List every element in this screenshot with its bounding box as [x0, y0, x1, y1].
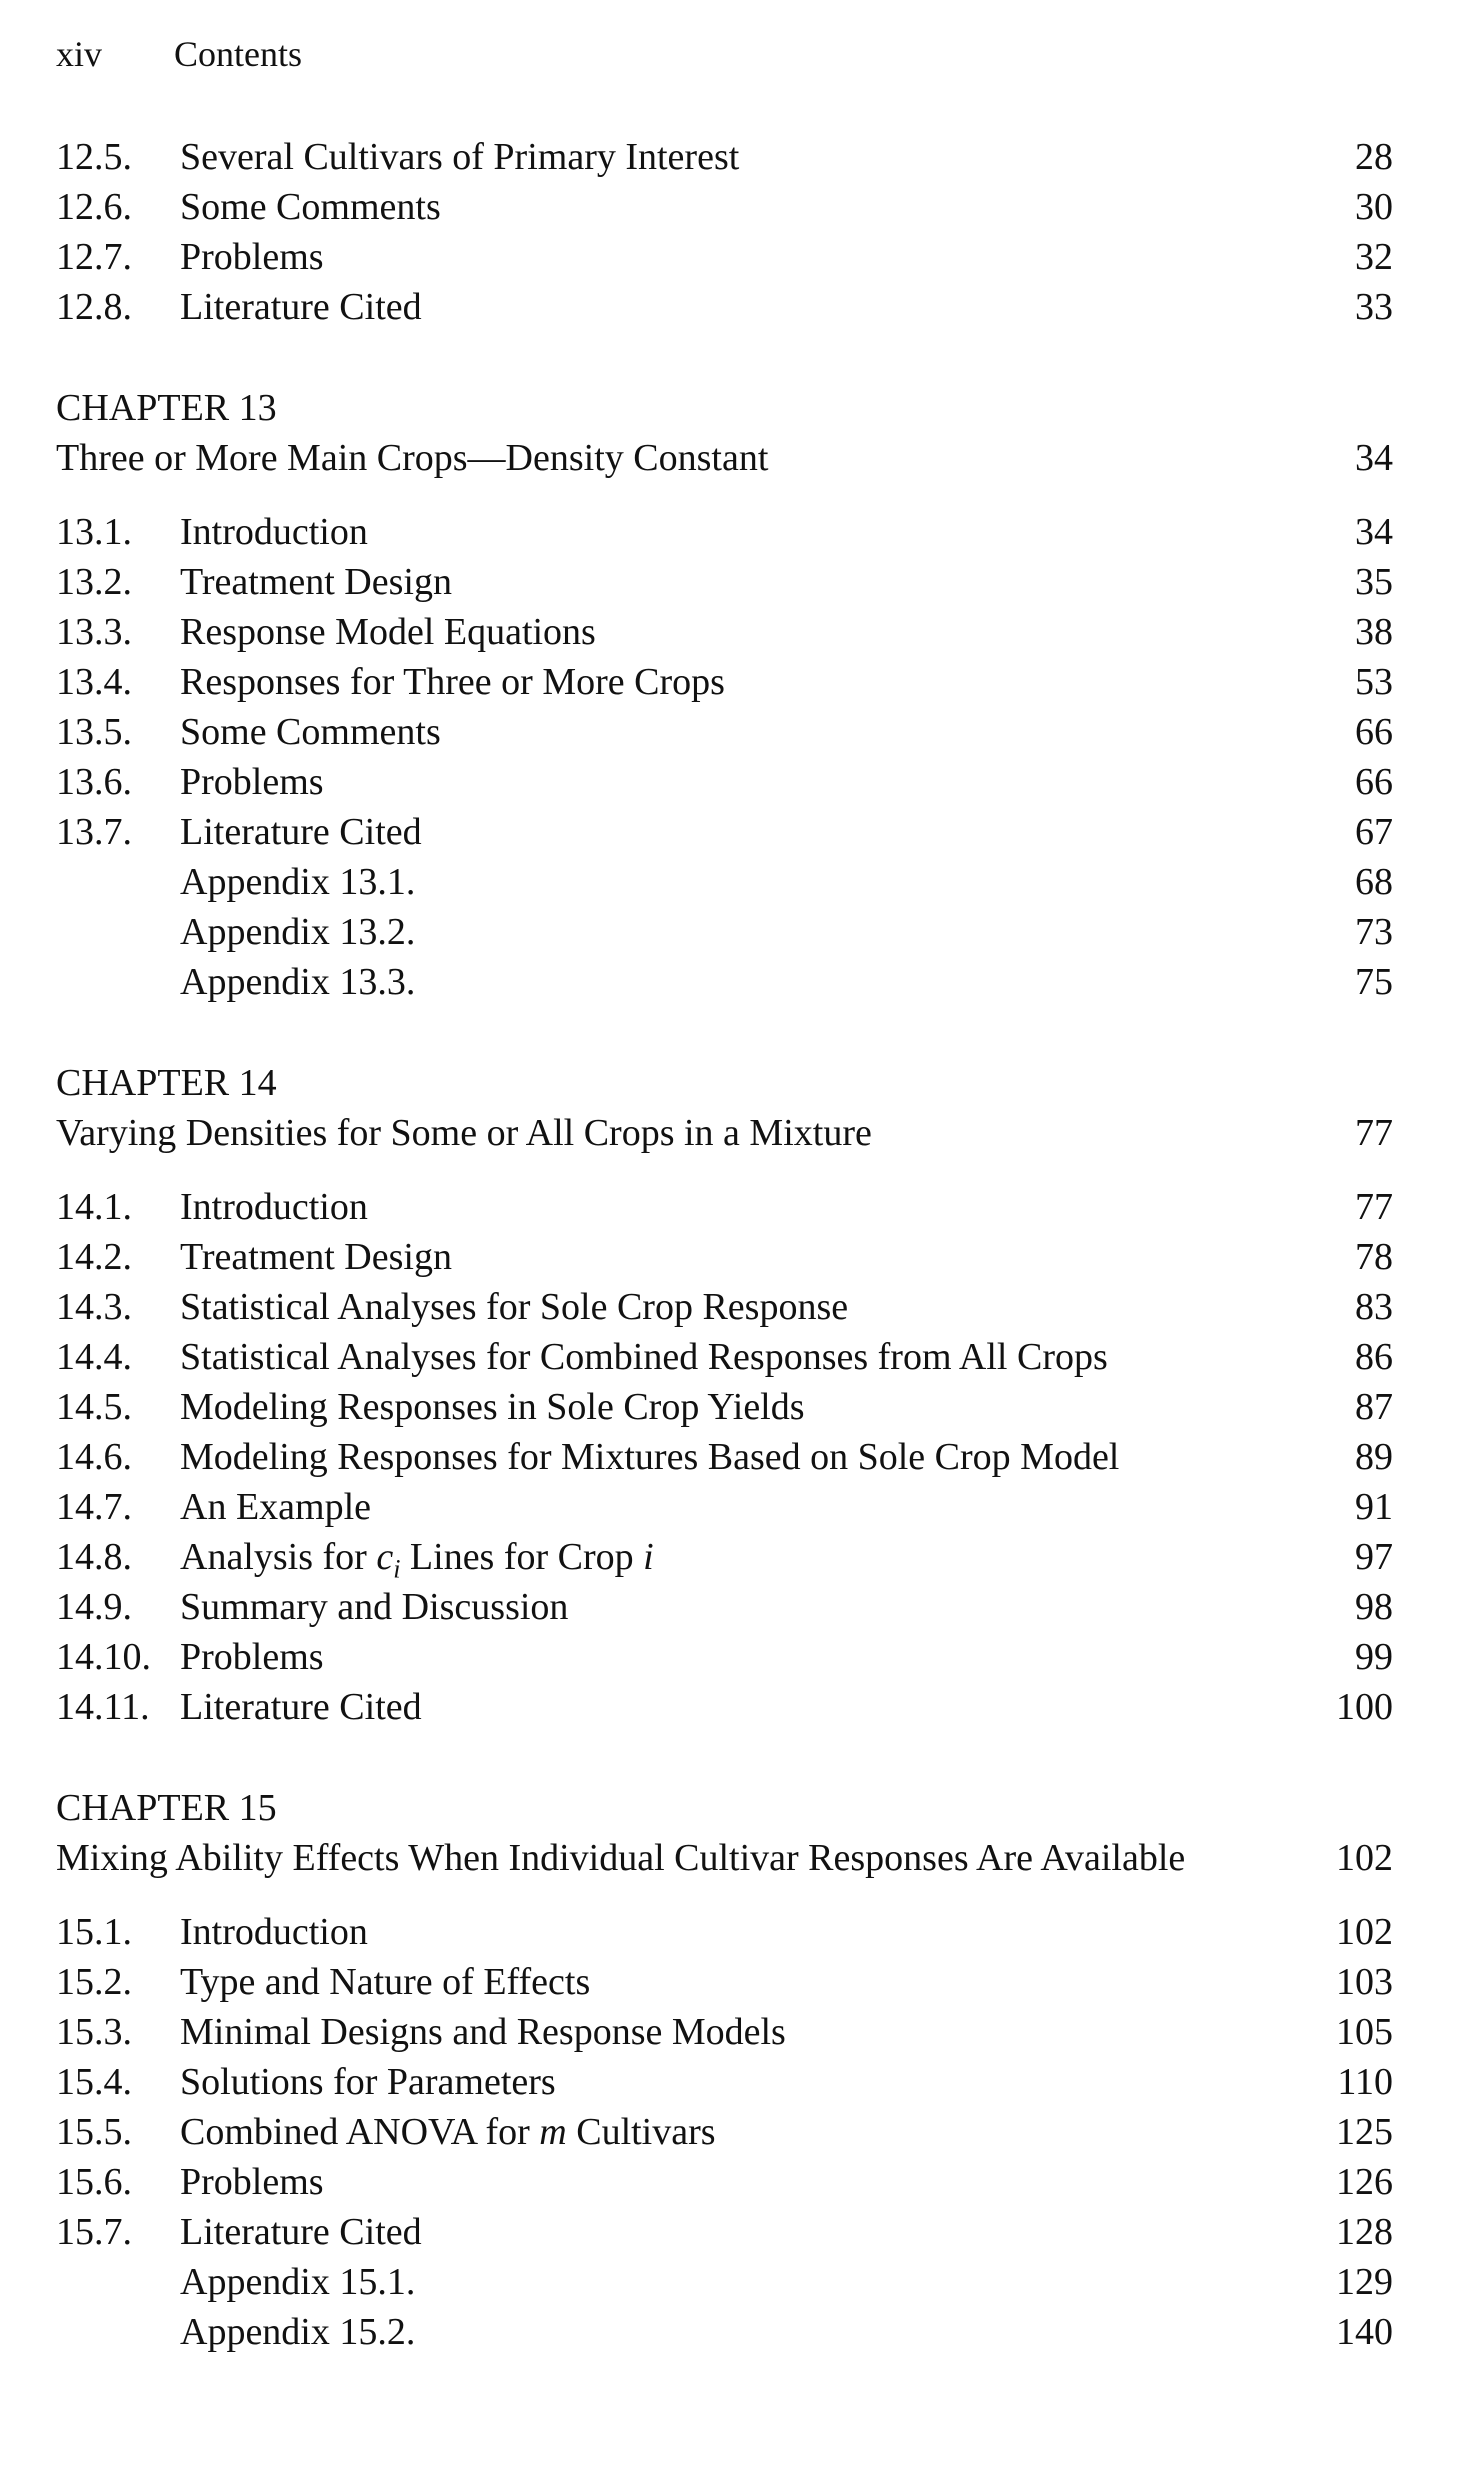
appendix-title: Appendix 15.2.: [180, 2311, 416, 2353]
section-number: 13.6.: [56, 761, 132, 803]
section-number: 15.5.: [56, 2111, 132, 2153]
section-title: Statistical Analyses for Sole Crop Response: [180, 1286, 849, 1328]
page-reference: 75: [1355, 961, 1393, 1003]
toc-entry[interactable]: [56, 557, 1393, 607]
toc-entry[interactable]: [56, 182, 1393, 232]
page-reference: 83: [1355, 1286, 1393, 1328]
page-reference: 99: [1355, 1636, 1393, 1678]
title-text: Analysis for: [180, 1536, 377, 1578]
page-reference: 98: [1355, 1586, 1393, 1628]
toc-entry[interactable]: [56, 132, 1393, 182]
section-title: Summary and Discussion: [180, 1586, 569, 1628]
chapter-13-label: [56, 383, 1393, 433]
page-reference: 125: [1336, 2111, 1393, 2153]
page-reference: 67: [1355, 811, 1393, 853]
title-math-variable: m: [539, 2111, 567, 2153]
chapter-15-heading[interactable]: [56, 1833, 1393, 1883]
toc-entry[interactable]: [56, 807, 1393, 857]
section-number: 14.6.: [56, 1436, 132, 1478]
toc-entry[interactable]: [56, 282, 1393, 332]
page-reference: 87: [1355, 1386, 1393, 1428]
page-reference: 28: [1355, 136, 1393, 178]
toc-entry[interactable]: [56, 857, 1393, 907]
section-title: Literature Cited: [180, 2211, 422, 2253]
section-number: 13.3.: [56, 611, 132, 653]
section-title: Introduction: [180, 1186, 368, 1228]
page-reference: 66: [1355, 711, 1393, 753]
page-reference: 30: [1355, 186, 1393, 228]
toc-entry[interactable]: [56, 1582, 1393, 1632]
toc-entry[interactable]: [56, 907, 1393, 957]
page-reference: 102: [1336, 1837, 1393, 1879]
toc-entry[interactable]: [56, 957, 1393, 1007]
toc-entry[interactable]: [56, 2207, 1393, 2257]
section-title: Problems: [180, 761, 324, 803]
toc-entry[interactable]: [56, 1907, 1393, 1957]
page-reference: 78: [1355, 1236, 1393, 1278]
running-header: [56, 32, 302, 76]
toc-entry[interactable]: [56, 1482, 1393, 1532]
toc-entry[interactable]: [56, 1432, 1393, 1482]
section-number: 15.2.: [56, 1961, 132, 2003]
section-title: Literature Cited: [180, 286, 422, 328]
page-reference: 91: [1355, 1486, 1393, 1528]
section-title: Problems: [180, 2161, 324, 2203]
section-title: Problems: [180, 1636, 324, 1678]
toc-entry[interactable]: [56, 507, 1393, 557]
section-title: Response Model Equations: [180, 611, 596, 653]
page-reference: 86: [1355, 1336, 1393, 1378]
title-math-subscript: i: [393, 1554, 401, 1584]
page-reference: 77: [1355, 1186, 1393, 1228]
toc-entry[interactable]: [56, 657, 1393, 707]
section-number: 15.1.: [56, 1911, 132, 1953]
toc-entry[interactable]: [56, 1332, 1393, 1382]
section-title: Responses for Three or More Crops: [180, 661, 725, 703]
page-reference: 33: [1355, 286, 1393, 328]
toc-entry[interactable]: [56, 2107, 1393, 2157]
toc-entry[interactable]: [56, 1182, 1393, 1232]
section-title: Type and Nature of Effects: [180, 1961, 591, 2003]
section-title: Literature Cited: [180, 811, 422, 853]
section-number: 14.1.: [56, 1186, 132, 1228]
section-title: Some Comments: [180, 186, 441, 228]
section-number: 14.8.: [56, 1536, 132, 1578]
section-number: 13.7.: [56, 811, 132, 853]
section-number: 14.2.: [56, 1236, 132, 1278]
page-reference: 103: [1336, 1961, 1393, 2003]
section-number: 14.10.: [56, 1636, 151, 1678]
section-number: 13.1.: [56, 511, 132, 553]
section-number: 15.7.: [56, 2211, 132, 2253]
section-title: Minimal Designs and Response Models: [180, 2011, 786, 2053]
page-reference: 32: [1355, 236, 1393, 278]
appendix-title: Appendix 13.3.: [180, 961, 416, 1003]
page-reference: 97: [1355, 1536, 1393, 1578]
toc-entry[interactable]: [56, 1282, 1393, 1332]
title-math-variable: c: [376, 1536, 394, 1578]
chapter-title: Mixing Ability Effects When Individual Cultivar Responses Are Available: [56, 1837, 1186, 1879]
section-number: 14.4.: [56, 1336, 132, 1378]
section-title: [180, 2107, 716, 2157]
toc-entry[interactable]: [56, 232, 1393, 282]
appendix-title: Appendix 13.2.: [180, 911, 416, 953]
page-reference: 128: [1336, 2211, 1393, 2253]
toc-entry[interactable]: [56, 2057, 1393, 2107]
toc-entry[interactable]: [56, 1382, 1393, 1432]
toc-entry[interactable]: [56, 1632, 1393, 1682]
section-number: 12.7.: [56, 236, 132, 278]
page-reference: 77: [1355, 1112, 1393, 1154]
section-title: Literature Cited: [180, 1686, 422, 1728]
page-reference: 38: [1355, 611, 1393, 653]
page-reference: 105: [1336, 2011, 1393, 2053]
title-text: Lines for Crop: [400, 1536, 644, 1578]
section-title: Problems: [180, 236, 324, 278]
page-reference: 129: [1336, 2261, 1393, 2303]
section-title: Introduction: [180, 1911, 368, 1953]
section-number: 13.4.: [56, 661, 132, 703]
section-number: 15.3.: [56, 2011, 132, 2053]
page-reference: 34: [1355, 437, 1393, 479]
section-number: 15.6.: [56, 2161, 132, 2203]
section-number: 14.7.: [56, 1486, 132, 1528]
page-reference: 73: [1355, 911, 1393, 953]
page-reference: 34: [1355, 511, 1393, 553]
section-title: Introduction: [180, 511, 368, 553]
appendix-title: Appendix 15.1.: [180, 2261, 416, 2303]
chapter-title: Three or More Main Crops—Density Constant: [56, 437, 769, 479]
section-number: 12.8.: [56, 286, 132, 328]
page-reference: 126: [1336, 2161, 1393, 2203]
toc-entry[interactable]: [56, 1532, 1393, 1582]
page-number: xiv: [56, 34, 103, 74]
chapter-13-heading[interactable]: [56, 433, 1393, 483]
section-number: 14.9.: [56, 1586, 132, 1628]
section-number: 12.5.: [56, 136, 132, 178]
toc-entry[interactable]: [56, 707, 1393, 757]
section-number: 14.11.: [56, 1686, 150, 1728]
toc-entry[interactable]: [56, 2157, 1393, 2207]
toc-entry[interactable]: [56, 2257, 1393, 2307]
chapter-label: CHAPTER 15: [56, 1787, 277, 1829]
title-math-variable: i: [643, 1536, 654, 1578]
section-title: Modeling Responses for Mixtures Based on Sole Crop Model: [180, 1436, 1120, 1478]
page-reference: 66: [1355, 761, 1393, 803]
chapter-label: CHAPTER 13: [56, 387, 277, 429]
appendix-title: Appendix 13.1.: [180, 861, 416, 903]
section-number: 13.5.: [56, 711, 132, 753]
title-text: Combined ANOVA for: [180, 2111, 540, 2153]
page-reference: 53: [1355, 661, 1393, 703]
chapter-14-label: [56, 1058, 1393, 1108]
toc-entry[interactable]: [56, 757, 1393, 807]
section-number: 12.6.: [56, 186, 132, 228]
toc-entry[interactable]: [56, 2307, 1393, 2357]
toc-entry[interactable]: [56, 1682, 1393, 1732]
toc-entry[interactable]: [56, 1232, 1393, 1282]
section-title: Statistical Analyses for Combined Responses from All Crops: [180, 1336, 1108, 1378]
section-title: An Example: [180, 1486, 372, 1528]
chapter-15-label: [56, 1783, 1393, 1833]
page-reference: 110: [1337, 2061, 1393, 2103]
section-title: Treatment Design: [180, 1236, 452, 1278]
section-number: 13.2.: [56, 561, 132, 603]
toc-entry[interactable]: [56, 1957, 1393, 2007]
toc-entry[interactable]: [56, 2007, 1393, 2057]
section-title: Solutions for Parameters: [180, 2061, 556, 2103]
section-number: 15.4.: [56, 2061, 132, 2103]
running-title: Contents: [174, 34, 303, 74]
section-title: Several Cultivars of Primary Interest: [180, 136, 740, 178]
page-reference: 102: [1336, 1911, 1393, 1953]
page-reference: 68: [1355, 861, 1393, 903]
section-title: Modeling Responses in Sole Crop Yields: [180, 1386, 805, 1428]
title-text: Cultivars: [566, 2111, 716, 2153]
section-title: Treatment Design: [180, 561, 452, 603]
page-reference: 35: [1355, 561, 1393, 603]
page-reference: 100: [1336, 1686, 1393, 1728]
toc-entry[interactable]: [56, 607, 1393, 657]
section-number: 14.3.: [56, 1286, 132, 1328]
section-number: 14.5.: [56, 1386, 132, 1428]
chapter-label: CHAPTER 14: [56, 1062, 277, 1104]
section-title: Some Comments: [180, 711, 441, 753]
chapter-title: Varying Densities for Some or All Crops in a Mixture: [56, 1112, 872, 1154]
page-reference: 140: [1336, 2311, 1393, 2353]
page-reference: 89: [1355, 1436, 1393, 1478]
chapter-14-heading[interactable]: [56, 1108, 1393, 1158]
